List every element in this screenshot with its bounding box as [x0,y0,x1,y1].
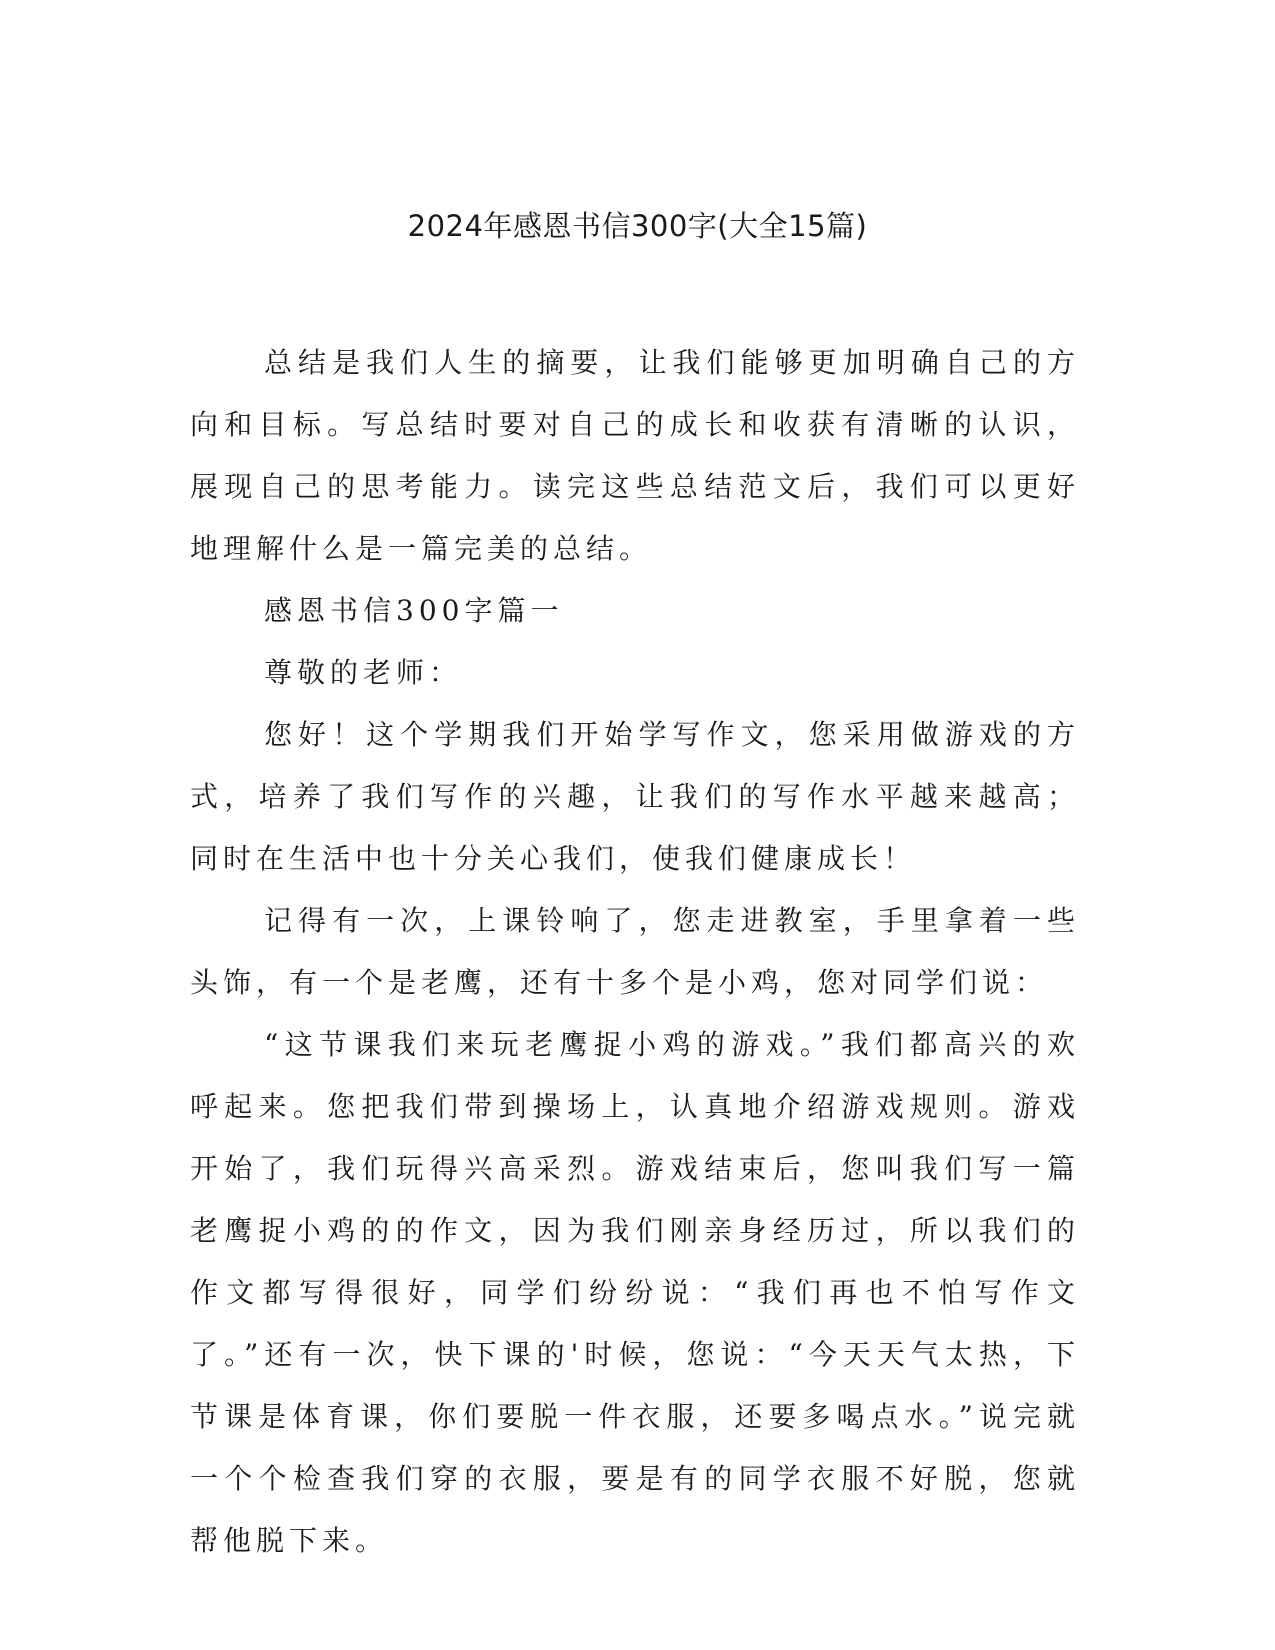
letter-salutation: 尊敬的老师： [264,656,463,689]
section-heading: 感恩书信300字篇一 [264,594,564,627]
letter-paragraph: “这节课我们来玩老鹰捉小鸡的游戏。”我们都高兴的欢呼起来。您把我们带到操场上，认真地介绍游戏规则。游戏开始了，我们玩得兴高采烈。游戏结束后，您叫我们写一篇老鹰捉小鸡的的作文，因为我们刚亲身经历过，所以我们的作文都写得很好，同学们纷纷说：“我们再也不怕写作文了。”还有一次，快下课的'时候，您说：“今天天气太热，下节课是体育课，你们要脱一件衣服，还要多喝点水。”说完就一个个检查我们穿的衣服，要是有的同学衣服不好脱，您就帮他脱下来。 [190,1028,1080,1557]
document-title: 2024年感恩书信300字(大全15篇) [407,209,868,243]
letter-paragraph: 记得有一次，上课铃响了，您走进教室，手里拿着一些头饰，有一个是老鹰，还有十多个是小鸡，您对同学们说： [190,904,1080,999]
intro-paragraph: 总结是我们人生的摘要，让我们能够更加明确自己的方向和目标。写总结时要对自己的成长和收获有清晰的认识，展现自己的思考能力。读完这些总结范文后，我们可以更好地理解什么是一篇完美的总结。 [190,346,1080,565]
document-body [190,332,1080,1572]
letter-paragraph: 您好！这个学期我们开始学写作文，您采用做游戏的方式，培养了我们写作的兴趣，让我们的写作水平越来越高；同时在生活中也十分关心我们，使我们健康成长！ [190,718,1080,875]
